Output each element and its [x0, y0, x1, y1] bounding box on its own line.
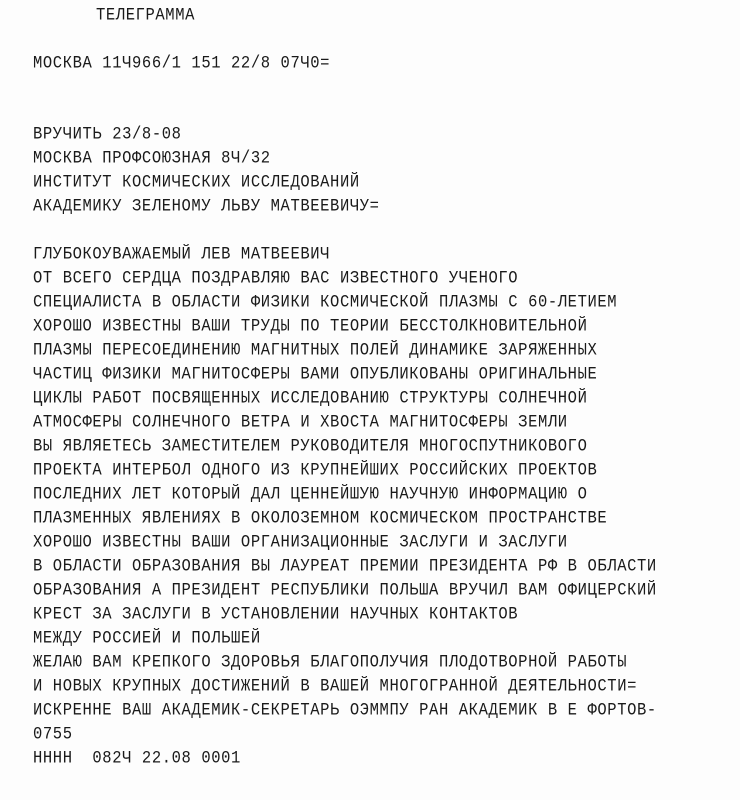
message-line: ПЛАЗМЕННЫХ ЯВЛЕНИЯХ В ОКОЛОЗЕМНОМ КОСМИЧЕСКОМ ПРОСТРАНСТВЕ: [33, 508, 608, 529]
message-line: ПЛАЗМЫ ПЕРЕСОЕДИНЕНИЮ МАГНИТНЫХ ПОЛЕЙ ДИНАМИКЕ ЗАРЯЖЕННЫХ: [33, 340, 598, 361]
message-line: АТМОСФЕРЫ СОЛНЕЧНОГО ВЕТРА И ХВОСТА МАГНИТОСФЕРЫ ЗЕМЛИ: [33, 412, 568, 433]
telegram-header: МОСКВА 11Ч966/1 151 22/8 07Ч0=: [33, 53, 331, 74]
telegram-title: ТЕЛЕГРАММА: [96, 5, 196, 26]
message-line: СПЕЦИАЛИСТА В ОБЛАСТИ ФИЗИКИ КОСМИЧЕСКОЙ ПЛАЗМЫ С 60-ЛЕТИЕМ: [33, 292, 618, 313]
message-line: ГЛУБОКОУВАЖАЕМЫЙ ЛЕВ МАТВЕЕВИЧ: [33, 244, 331, 265]
message-line: ЧАСТИЦ ФИЗИКИ МАГНИТОСФЕРЫ ВАМИ ОПУБЛИКОВАНЫ ОРИГИНАЛЬНЫЕ: [33, 364, 598, 385]
address-line: МОСКВА ПРОФСОЮЗНАЯ 8Ч/32: [33, 148, 271, 169]
signature-code: 0755: [33, 724, 73, 745]
message-line: ЦИКЛЫ РАБОТ ПОСВЯЩЕННЫХ ИССЛЕДОВАНИЮ СТРУКТУРЫ СОЛНЕЧНОЙ: [33, 388, 588, 409]
message-line: ВЫ ЯВЛЯЕТЕСЬ ЗАМЕСТИТЕЛЕМ РУКОВОДИТЕЛЯ МНОГОСПУТНИКОВОГО: [33, 436, 588, 457]
message-line: В ОБЛАСТИ ОБРАЗОВАНИЯ ВЫ ЛАУРЕАТ ПРЕМИИ ПРЕЗИДЕНТА РФ В ОБЛАСТИ: [33, 556, 657, 577]
message-line: МЕЖДУ РОССИЕЙ И ПОЛЬШЕЙ: [33, 628, 261, 649]
message-line: ПРОЕКТА ИНТЕРБОЛ ОДНОГО ИЗ КРУПНЕЙШИХ РОССИЙСКИХ ПРОЕКТОВ: [33, 460, 598, 481]
message-line: ОБРАЗОВАНИЯ А ПРЕЗИДЕНТ РЕСПУБЛИКИ ПОЛЬША ВРУЧИЛ ВАМ ОФИЦЕРСКИЙ: [33, 580, 657, 601]
address-line: АКАДЕМИКУ ЗЕЛЕНОМУ ЛЬВУ МАТВЕЕВИЧУ=: [33, 196, 380, 217]
message-line: ХОРОШО ИЗВЕСТНЫ ВАШИ ОРГАНИЗАЦИОННЫЕ ЗАСЛУГИ И ЗАСЛУГИ: [33, 532, 568, 553]
address-line: ИНСТИТУТ КОСМИЧЕСКИХ ИССЛЕДОВАНИЙ: [33, 172, 360, 193]
telegram-footer: НННН 082Ч 22.08 0001: [33, 748, 241, 769]
message-line: И НОВЫХ КРУПНЫХ ДОСТИЖЕНИЙ В ВАШЕЙ МНОГОГРАННОЙ ДЕЯТЕЛЬНОСТИ=: [33, 676, 637, 697]
message-line: ЖЕЛАЮ ВАМ КРЕПКОГО ЗДОРОВЬЯ БЛАГОПОЛУЧИЯ ПЛОДОТВОРНОЙ РАБОТЫ: [33, 652, 628, 673]
message-line: ПОСЛЕДНИХ ЛЕТ КОТОРЫЙ ДАЛ ЦЕННЕЙШУЮ НАУЧНУЮ ИНФОРМАЦИЮ О: [33, 484, 588, 505]
address-line: ВРУЧИТЬ 23/8-08: [33, 124, 182, 145]
message-line: ХОРОШО ИЗВЕСТНЫ ВАШИ ТРУДЫ ПО ТЕОРИИ БЕССТОЛКНОВИТЕЛЬНОЙ: [33, 316, 588, 337]
signature-line: ИСКРЕННЕ ВАШ АКАДЕМИК-СЕКРЕТАРЬ ОЭММПУ РАН АКАДЕМИК В Е ФОРТОВ-: [33, 700, 657, 721]
message-line: ОТ ВСЕГО СЕРДЦА ПОЗДРАВЛЯЮ ВАС ИЗВЕСТНОГО УЧЕНОГО: [33, 268, 519, 289]
message-line: КРЕСТ ЗА ЗАСЛУГИ В УСТАНОВЛЕНИИ НАУЧНЫХ КОНТАКТОВ: [33, 604, 519, 625]
